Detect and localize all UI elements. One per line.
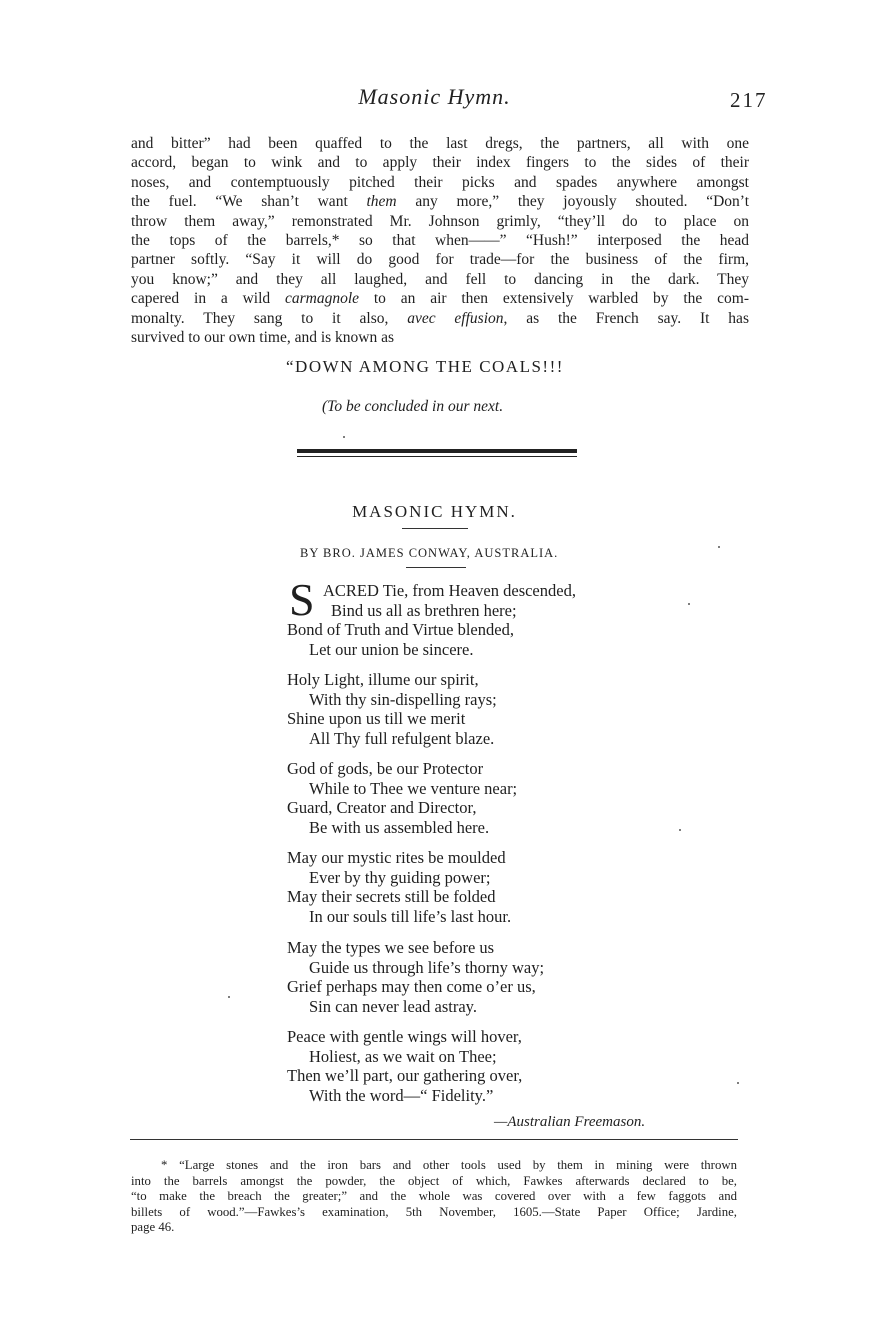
footnote bbox=[131, 1158, 737, 1236]
drop-capital: S bbox=[289, 574, 315, 625]
print-speck bbox=[718, 546, 720, 548]
article-paragraph bbox=[131, 134, 749, 347]
verse-line: Then we’ll part, our gathering over, bbox=[287, 1066, 523, 1085]
verse-line: Holiest, as we wait on Thee; bbox=[309, 1046, 497, 1066]
print-speck bbox=[737, 1082, 739, 1084]
hymn-stanza bbox=[287, 1027, 707, 1105]
verse-line: Ever by thy guiding power; bbox=[309, 867, 491, 887]
verse-line: Let our union be sincere. bbox=[309, 639, 474, 659]
verse-line: May their secrets still be folded bbox=[287, 887, 496, 906]
verse-line: All Thy full refulgent blaze. bbox=[309, 728, 495, 748]
hymn-stanza bbox=[287, 581, 707, 659]
paragraph-line: survived to our own time, and is known as bbox=[131, 328, 395, 346]
verse-line: Sin can never lead astray. bbox=[309, 996, 477, 1016]
paragraph-line: throw them away,” remonstrated Mr. Johnson grimly, “they’ll do to place on bbox=[131, 212, 749, 230]
footnote-rule bbox=[130, 1139, 738, 1140]
hymn-attribution: —Australian Freemason. bbox=[494, 1114, 646, 1130]
paragraph-line: the fuel. “We shan’t want them any more,” they joyously shouted. “Don’t bbox=[131, 193, 749, 211]
continued-note: (To be concluded in our next. bbox=[322, 398, 504, 415]
page-number: 217 bbox=[730, 88, 768, 112]
print-speck bbox=[228, 996, 230, 998]
paragraph-line: and bitter” had been quaffed to the last dregs, the partners, all with one bbox=[131, 135, 749, 152]
verse-line: Bind us all as brethren here; bbox=[331, 600, 517, 620]
verse-line: Holy Light, illume our spirit, bbox=[287, 670, 479, 689]
verse-line: May the types we see before us bbox=[287, 938, 495, 957]
hymn-stanza bbox=[287, 848, 707, 926]
verse-line: Bond of Truth and Virtue blended, bbox=[287, 620, 514, 639]
footnote-line: into the barrels amongst the powder, the object of which, Fawkes afterwards declared to be, bbox=[131, 1173, 737, 1188]
verse-line: With thy sin-dispelling rays; bbox=[309, 689, 497, 709]
hymn-stanza bbox=[287, 670, 707, 748]
verse-line: With the word—“ Fidelity.” bbox=[309, 1085, 494, 1105]
paragraph-line: capered in a wild carmagnole to an air then extensively warbled by the com- bbox=[131, 290, 749, 308]
verse-line: Peace with gentle wings will hover, bbox=[287, 1027, 522, 1046]
section-divider bbox=[297, 449, 577, 457]
verse-line: Grief perhaps may then come o’er us, bbox=[287, 977, 536, 996]
verse-line: In our souls till life’s last hour. bbox=[309, 906, 512, 926]
paragraph-line: the tops of the barrels,* so that when——” “Hush!” interposed the head bbox=[131, 231, 749, 249]
paragraph-line: monalty. They sang to it also, avec effusion, as the French say. It has bbox=[131, 309, 749, 327]
hymn-title: MASONIC HYMN. bbox=[352, 502, 517, 521]
footnote-line: * “Large stones and the iron bars and other tools used by them in mining were thrown bbox=[161, 1158, 737, 1172]
verse-line: Guide us through life’s thorny way; bbox=[309, 957, 545, 977]
verse-line: God of gods, be our Protector bbox=[287, 759, 484, 778]
footnote-line: page 46. bbox=[131, 1220, 175, 1235]
paragraph-line: partner softly. “Say it will do good for trade—for the business of the firm, bbox=[131, 251, 749, 269]
verse-line: While to Thee we venture near; bbox=[309, 778, 518, 798]
verse-line: May our mystic rites be moulded bbox=[287, 848, 506, 867]
footnote-line: “to make the breach the greater;” and the whole was covered over with a few faggots and bbox=[131, 1189, 737, 1204]
hymn-byline: BY BRO. JAMES CONWAY, AUSTRALIA. bbox=[300, 546, 559, 560]
hymn-stanza bbox=[287, 759, 707, 837]
verse-line: Guard, Creator and Director, bbox=[287, 798, 477, 817]
print-speck bbox=[343, 436, 345, 438]
footnote-line: billets of wood.”—Fawkes’s examination, 5th November, 1605.—State Paper Office; Jardine, bbox=[131, 1204, 737, 1219]
print-speck bbox=[679, 829, 681, 831]
print-speck bbox=[688, 603, 690, 605]
title-rule bbox=[402, 528, 468, 529]
byline-rule bbox=[406, 567, 466, 568]
song-title-refrain: “DOWN AMONG THE COALS!!! bbox=[286, 357, 564, 376]
page-running-title: Masonic Hymn. bbox=[358, 84, 511, 109]
verse-line: ACRED Tie, from Heaven descended, bbox=[323, 581, 576, 600]
verse-line: Be with us assembled here. bbox=[309, 817, 490, 837]
verse-line: Shine upon us till we merit bbox=[287, 709, 466, 728]
paragraph-line: noses, and contemptuously pitched their picks and spades anywhere amongst bbox=[131, 173, 749, 191]
hymn-stanza bbox=[287, 938, 707, 1016]
paragraph-line: you know;” and they all laughed, and fell to dancing in the dark. They bbox=[131, 270, 749, 288]
paragraph-line: accord, began to wink and to apply their index fingers to the sides of their bbox=[131, 154, 749, 172]
